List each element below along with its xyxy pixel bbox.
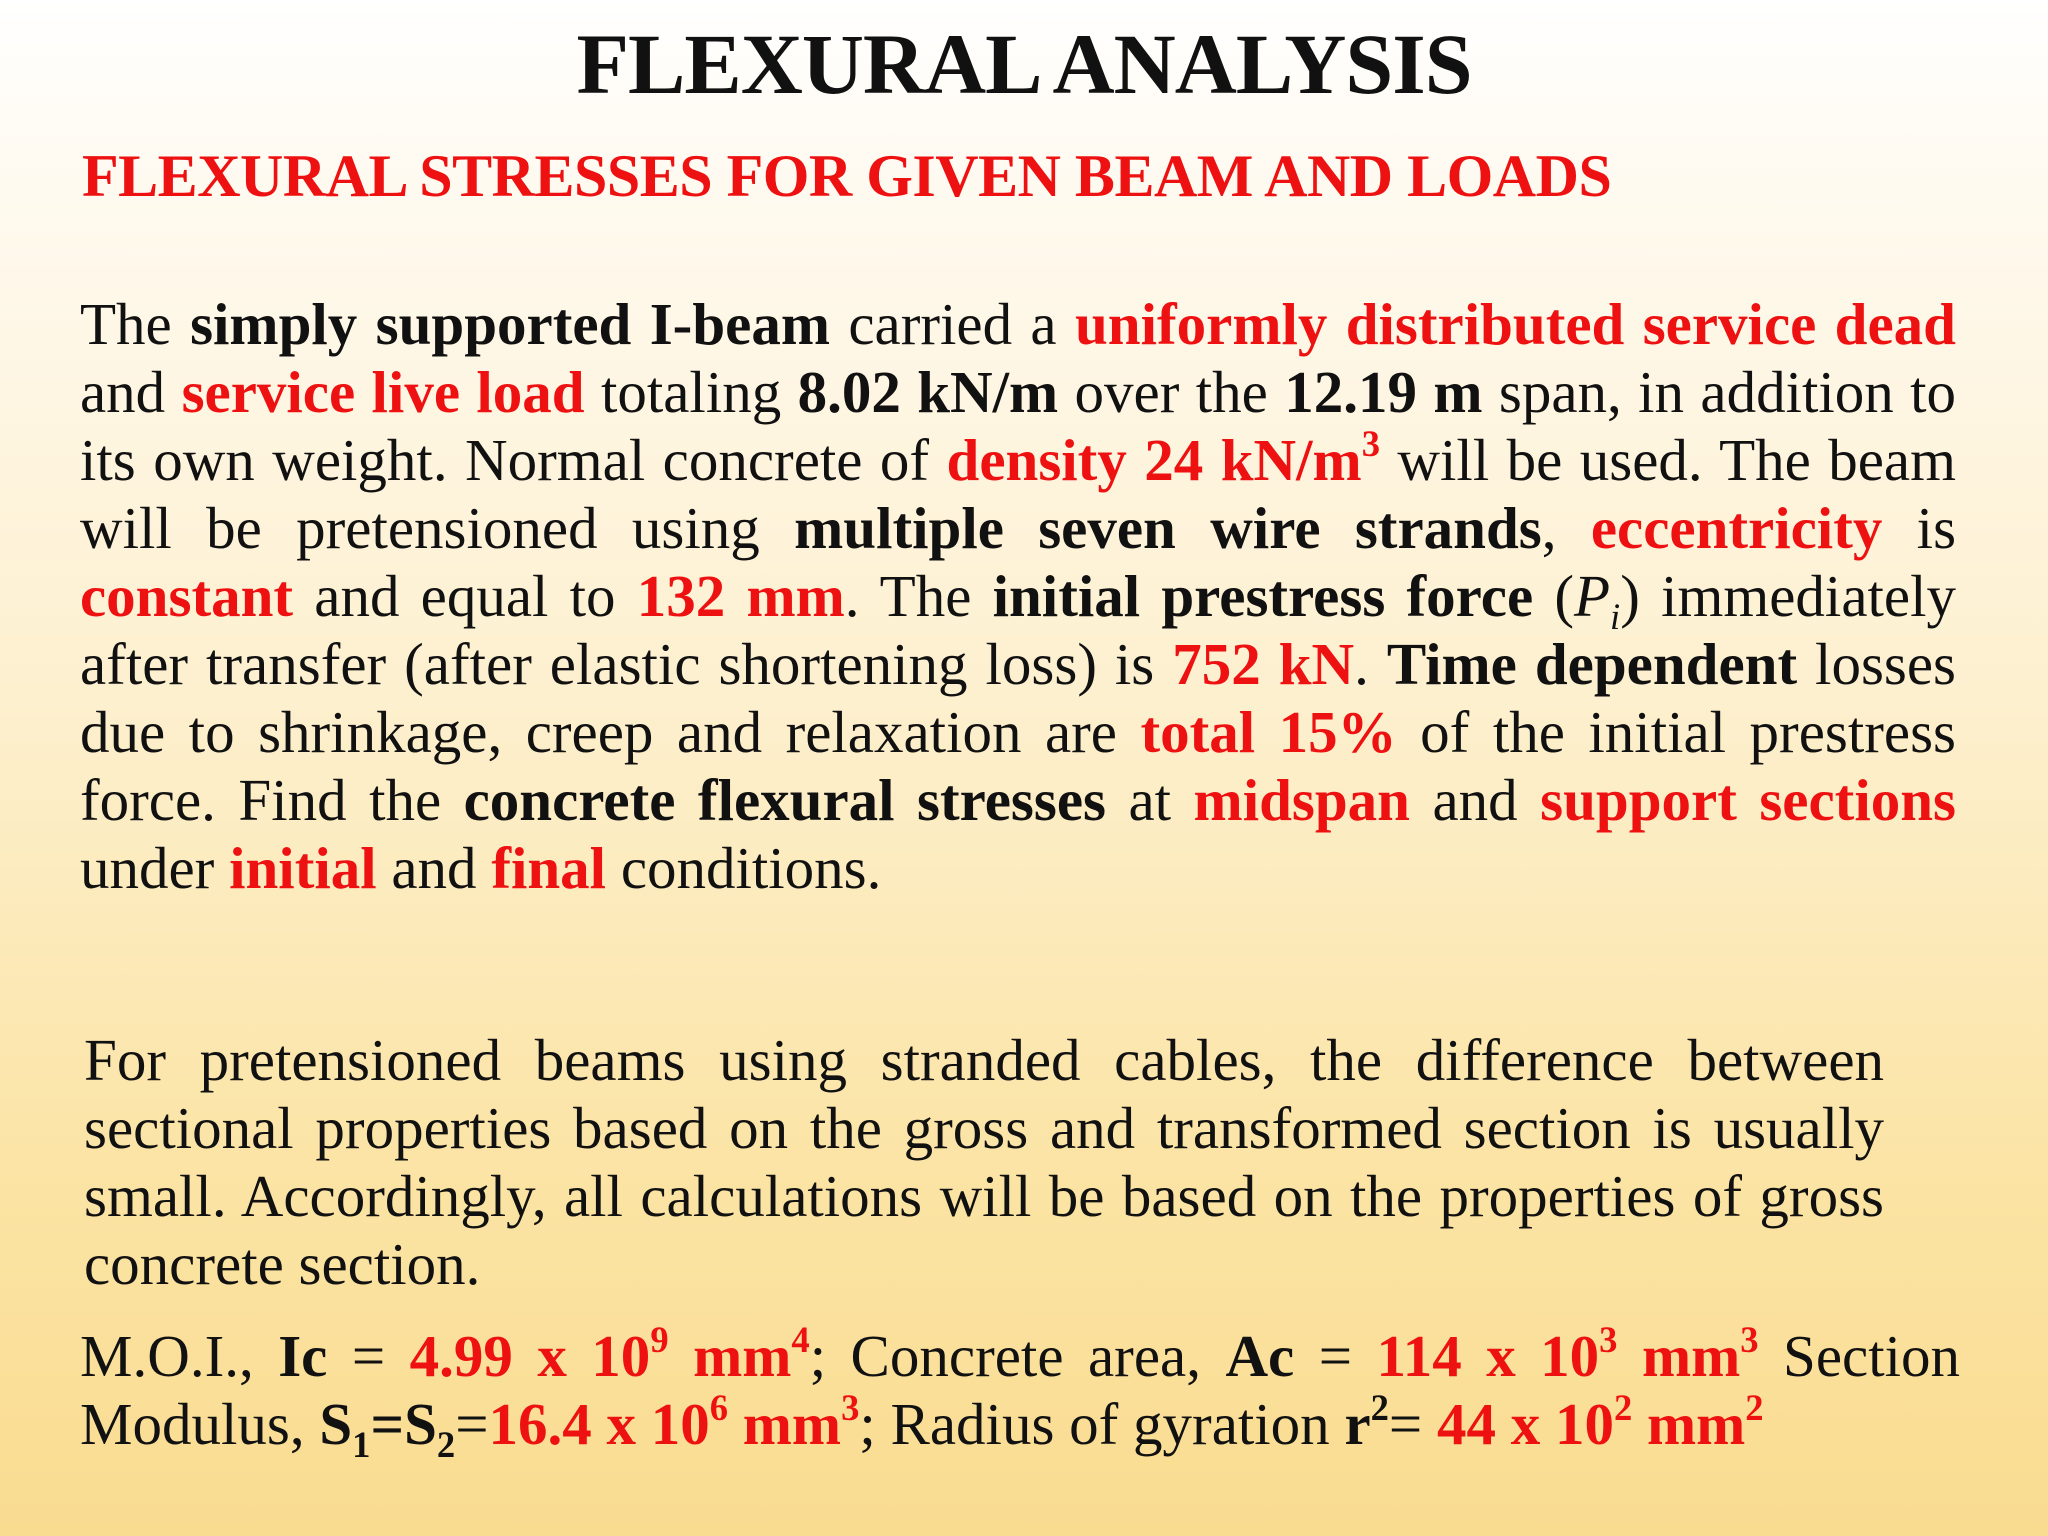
slide-subtitle: FLEXURAL STRESSES FOR GIVEN BEAM AND LOADS [82,143,1612,209]
s1-subscript: 1 [352,1423,371,1465]
loss-value: total 15% [1140,699,1397,765]
r-symbol [1344,1387,1389,1457]
problem-text: is [1882,495,1957,561]
s1-letter: S [319,1391,353,1457]
s-unit-exponent: 3 [841,1387,860,1429]
problem-text: and [1410,767,1541,833]
r-unit: mm [1632,1391,1746,1457]
final-term: final [491,835,607,901]
density-text: density 24 kN/m [946,427,1362,493]
ac-value [1376,1319,1759,1389]
live-load-term: service live load [181,359,585,425]
problem-text: over the [1058,359,1285,425]
problem-text: losses due to shrinkage, creep and relaxation are [80,631,1957,765]
constant-term: constant [80,563,294,629]
equals-sign: = [455,1391,489,1457]
ac-symbol: Ac [1225,1323,1295,1389]
problem-text: at [1106,767,1194,833]
problem-text: totaling [584,359,798,425]
radius-gyration-value [1436,1387,1764,1457]
ic-value [409,1319,810,1389]
problem-text: under [80,835,230,901]
stresses-term: concrete flexural stresses [463,767,1107,833]
pi-letter: P [1574,563,1611,629]
ic-exponent: 9 [650,1319,669,1361]
prestress-term: initial prestress force [992,563,1534,629]
dead-load-term: uniformly distributed service dead [1074,291,1956,357]
density-value [946,423,1380,493]
problem-text: will be used. The beam will be pretensioned using [80,427,1957,561]
ic-symbol: Ic [278,1323,328,1389]
problem-text: of the initial prestress force. Find the [80,699,1956,833]
gross-section-note: For pretensioned beams using stranded cables, the difference between sectional properties based on the gross and transformed section is usually small. Accordingly, all calculations will be based on the properties of gross concrete section. [84,1027,1884,1297]
s1-symbol [319,1391,456,1465]
ac-mantissa: 114 x 10 [1376,1323,1600,1389]
time-dependent-term: Time dependent [1386,631,1798,697]
ac-unit: mm [1617,1323,1741,1389]
r-mantissa: 44 x 10 [1436,1391,1614,1457]
problem-text: and equal to [293,563,637,629]
problem-text: conditions. [606,835,882,901]
ic-unit-exponent: 4 [791,1319,810,1361]
problem-text: . [1354,631,1387,697]
problem-statement [80,290,1956,902]
eccentricity-term: eccentricity [1590,495,1883,561]
problem-text: . The [844,563,993,629]
equals-sign: = [370,1391,405,1457]
pi-subscript: i [1610,595,1621,637]
ac-exponent: 3 [1599,1319,1618,1361]
r-exponent: 2 [1370,1387,1389,1429]
problem-text: and [80,359,182,425]
separator-text: ; Radius of gyration [859,1391,1345,1457]
s2-subscript: 2 [436,1423,456,1465]
equals-sign: = [1388,1391,1437,1457]
s-mantissa: 16.4 x 10 [488,1391,710,1457]
problem-text: carried a [829,291,1075,357]
span-value: 12.19 m [1284,359,1483,425]
density-exponent: 3 [1361,423,1380,465]
initial-term: initial [229,835,377,901]
problem-text: ( [1533,563,1574,629]
section-properties [80,1319,1960,1465]
prestress-value: 752 kN [1172,631,1355,697]
equals-sign: = [327,1323,410,1389]
eccentricity-value: 132 mm [636,563,845,629]
s-exponent: 6 [709,1387,729,1429]
r-unit-exponent: 2 [1745,1387,1764,1429]
moi-label: M.O.I., [80,1323,279,1389]
separator-text: ; Concrete area, [809,1323,1226,1389]
problem-text: The [80,291,191,357]
s2-letter: S [404,1391,437,1457]
support-term: support sections [1540,767,1956,833]
r-value-exponent: 2 [1613,1387,1633,1429]
section-modulus-label: Section Modulus, [80,1323,1960,1457]
load-value: 8.02 kN/m [797,359,1059,425]
midspan-term: midspan [1193,767,1410,833]
pi-symbol [1574,563,1621,637]
section-modulus-value [488,1387,860,1457]
ic-unit: mm [668,1323,792,1389]
strand-type: multiple seven wire strands [794,495,1542,561]
beam-type: simply supported I-beam [190,291,830,357]
ic-mantissa: 4.99 x 10 [409,1323,651,1389]
ac-unit-exponent: 3 [1740,1319,1759,1361]
problem-text: ) immediately after transfer (after elastic shortening loss) is [80,563,1956,697]
problem-text: , [1541,495,1591,561]
r-letter: r [1344,1391,1371,1457]
problem-text: span, in addition to its own weight. Normal concrete of [80,359,1957,493]
s-unit: mm [728,1391,842,1457]
slide-title: FLEXURAL ANALYSIS [576,16,1472,112]
equals-sign: = [1294,1323,1377,1389]
problem-text: and [376,835,492,901]
